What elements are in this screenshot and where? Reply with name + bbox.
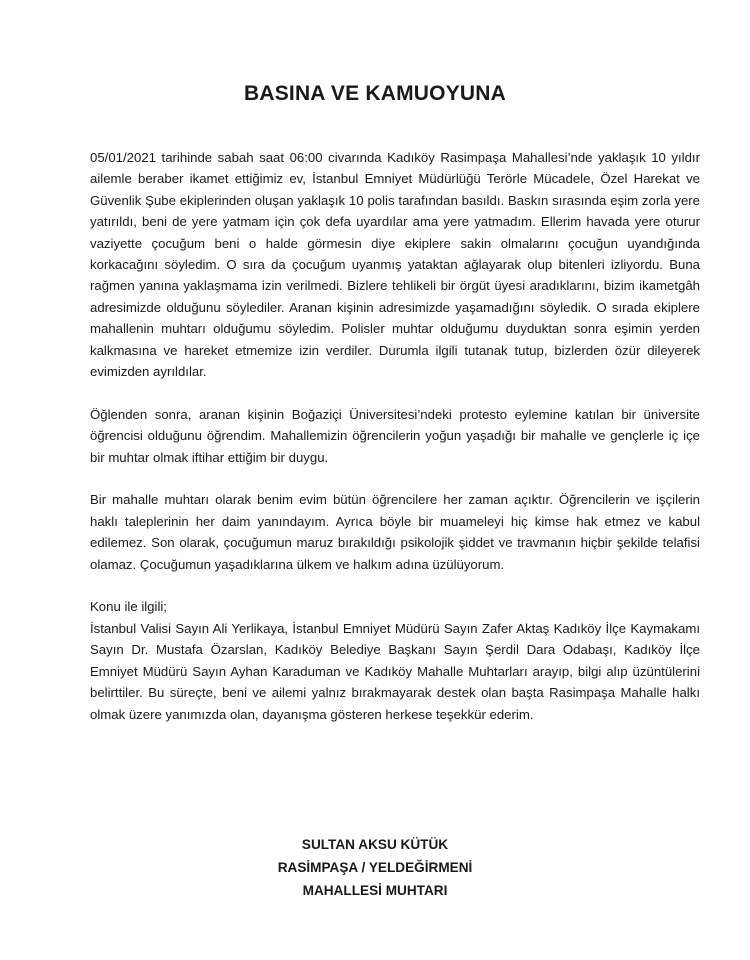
closing-intro: Konu ile ilgili; xyxy=(90,599,167,615)
signature-block xyxy=(0,833,750,902)
paragraph-thanks: İstanbul Valisi Sayın Ali Yerlikaya, İstanbul Emniyet Müdürü Sayın Zafer Aktaş Kadıköy İlçe Kaymakamı Sayın Dr. Mustafa Özarslan, Kadıköy Belediye Başkanı Sayın Şerdil Dara Odabaşı, Kadıköy İlçe Emniyet Müdürü Sayın Ayhan Karaduman ve Kadıköy Mahalle Muhtarları arayıp, bilgi alıp üzüntülerini belirttiler. Bu süreçte, beni ve ailemi yalnız bırakmayarak destek olan başta Rasimpaşa Mahalle halkı olmak üzere yanımızda olan, dayanışma gösteren herkese teşekkür ederim. xyxy=(90,620,700,722)
signature-name: SULTAN AKSU KÜTÜK xyxy=(301,837,449,852)
document-title: BASINA VE KAMUOYUNA xyxy=(243,82,507,105)
paragraph-raid-account: 05/01/2021 tarihinde sabah saat 06:00 civarında Kadıköy Rasimpaşa Mahallesi’nde yaklaşık 10 yıldır ailemle beraber ikamet ettiğimiz ev, İstanbul Emniyet Müdürlüğü Terörle Mücadele, Özel Harekat ve Güvenlik Şube ekiplerinden oluşan yaklaşık 10 polis tarafından basıldı. Baskın sırasında eşim zorla yere yatırıldı, beni de yere yatmam için çok defa uyardılar ama yere yatmadım. Ellerim havada yere oturur vaziyette çocuğum beni o halde görmesin diye ekiplere sakin olmalarını çocuğun uyandığında korkacağını söyledim. O sıra da çocuğum uyanmış yataktan ağlayarak olup bitenleri izliyordu. Buna rağmen yanına yaklaşmama izin verilmedi. Bizlere tehlikeli bir örgüt üyesi aradıklarını, bizim ikametgâh adresimizde olduğunu söylediler. Aranan kişinin adresimizde yaşamadığını söyledik. O sırada ekiplere mahallenin muhtarı olduğumu söyledim. Polisler muhtar olduğumu duyduktan sonra eşimin yerden kalkmasına ve hareket etmemize izin verdiler. Durumla ilgili tutanak tutup, bizlerden özür dileyerek evimizden ayrıldılar. xyxy=(90,150,700,380)
paragraph-muhtar-stance: Bir mahalle muhtarı olarak benim evim bütün öğrencilere her zaman açıktır. Öğrencilerin ve işçilerin haklı taleplerinin her daim yanındayım. Ayrıca böyle bir muameleyi hiç kimse hak etmez ve kabul edilemez. Son olarak, çocuğumun maruz bırakıldığı psikolojik şiddet ve travmanın hiçbir şekilde telafisi olamaz. Çocuğumun yaşadıklarına ülkem ve halkım adına üzülüyorum. xyxy=(90,492,700,572)
signature-district: RASİMPAŞA / YELDEĞİRMENİ xyxy=(277,860,473,875)
signature-role: MAHALLESİ MUHTARI xyxy=(302,883,448,898)
statement-body xyxy=(90,147,700,725)
paragraph-student-info: Öğlenden sonra, aranan kişinin Boğaziçi Üniversitesi’ndeki protesto eylemine katılan bir üniversite öğrencisi olduğunu öğrendim. Mahallemizin öğrencilerin yoğun yaşadığı bir mahalle ve gençlerle iç içe bir muhtar olmak iftihar ettiğim bir duygu. xyxy=(90,406,700,465)
